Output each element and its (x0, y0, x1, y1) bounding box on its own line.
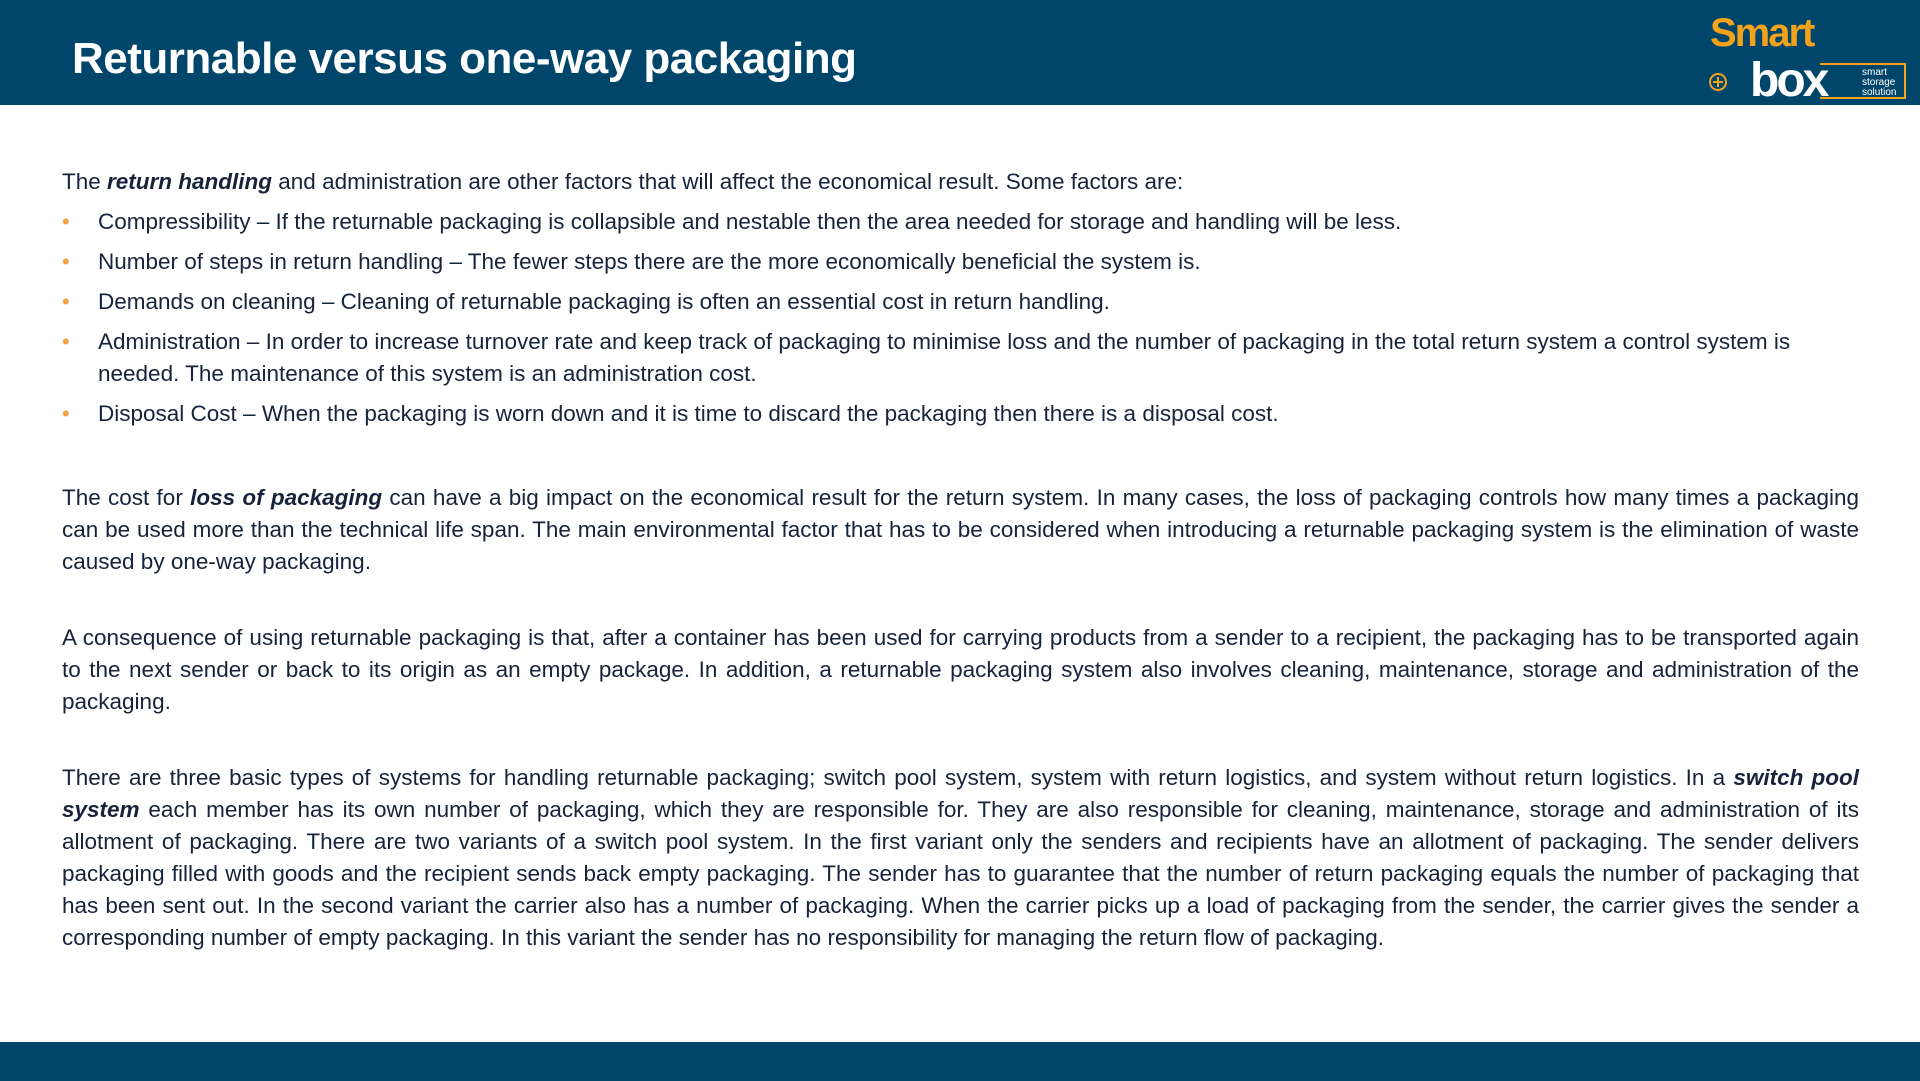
footer-bar (0, 1042, 1920, 1081)
slide-body (62, 166, 1859, 954)
emphasis-return-handling: return handling (107, 169, 273, 194)
logo-word-box: box (1750, 54, 1827, 100)
list-item: • Compressibility – If the returnable packaging is collapsible and nestable then the area needed for storage and handling will be less. (62, 206, 1859, 238)
system-types-paragraph: There are three basic types of systems for handling returnable packaging; switch pool system, system with return logistics, and system without return logistics. In a switch pool system each member has its own number of packaging, which they are responsible for. They are also responsible for cleaning, maintenance, storage and administration of its allotment of packaging. There are two variants of a switch pool system. In the first variant only the senders and recipients have an allotment of packaging. The sender delivers packaging filled with goods and the recipient sends back empty packaging. The sender has to guarantee that the number of return packaging equals the number of packaging that has been sent out. In the second variant the carrier also has a number of packaging. When the carrier picks up a load of packaging from the sender, the carrier gives the sender a corresponding number of empty packaging. In this variant the sender has no responsibility for managing the return flow of packaging. (62, 765, 1859, 950)
factor-list (62, 206, 1859, 430)
header-bar (0, 0, 1920, 105)
bullet-icon: • (62, 329, 70, 354)
emphasis-loss-of-packaging: loss of packaging (190, 485, 383, 510)
loss-paragraph: The cost for loss of packaging can have a big impact on the economical result for the return system. In many cases, the loss of packaging controls how many times a packaging can be used more than the technical life span. The main environmental factor that has to be considered when introducing a returnable packaging system is the elimination of waste caused by one-way packaging. (62, 485, 1860, 574)
consequence-paragraph: A consequence of using returnable packaging is that, after a container has been used for carrying products from a sender to a recipient, the packaging has to be transported again to the next sender or back to its origin as an empty package. In addition, a returnable packaging system also involves cleaning, maintenance, storage and administration of the packaging. (62, 625, 1859, 714)
list-item: • Disposal Cost – When the packaging is worn down and it is time to discard the packaging then there is a disposal cost. (62, 398, 1859, 430)
page-title: Returnable versus one-way packaging (72, 34, 857, 83)
bullet-icon: • (62, 401, 70, 426)
emphasis-switch-pool-system: switch pool system (62, 765, 1859, 822)
logo-tagline-1: smart (1862, 67, 1887, 78)
list-item: • Number of steps in return handling – The fewer steps there are the more economically beneficial the system is. (62, 246, 1859, 278)
logo-tagline-3: solution (1862, 87, 1897, 98)
logo-tagline-2: storage (1862, 77, 1896, 88)
list-item: • Demands on cleaning – Cleaning of returnable packaging is often an essential cost in return handling. (62, 286, 1859, 318)
bullet-icon: • (62, 289, 70, 314)
list-item: • Administration – In order to increase turnover rate and keep track of packaging to minimise loss and the number of packaging in the total return system a control system is needed. The maintenance of this system is an administration cost. (62, 326, 1859, 390)
intro-paragraph: The return handling and administration are other factors that will affect the economical result. Some factors are: (62, 169, 1184, 194)
logo-word-smart: Smart (1710, 11, 1814, 55)
smartbox-logo (1700, 8, 1910, 100)
bullet-icon: • (62, 209, 70, 234)
bullet-icon: • (62, 249, 70, 274)
